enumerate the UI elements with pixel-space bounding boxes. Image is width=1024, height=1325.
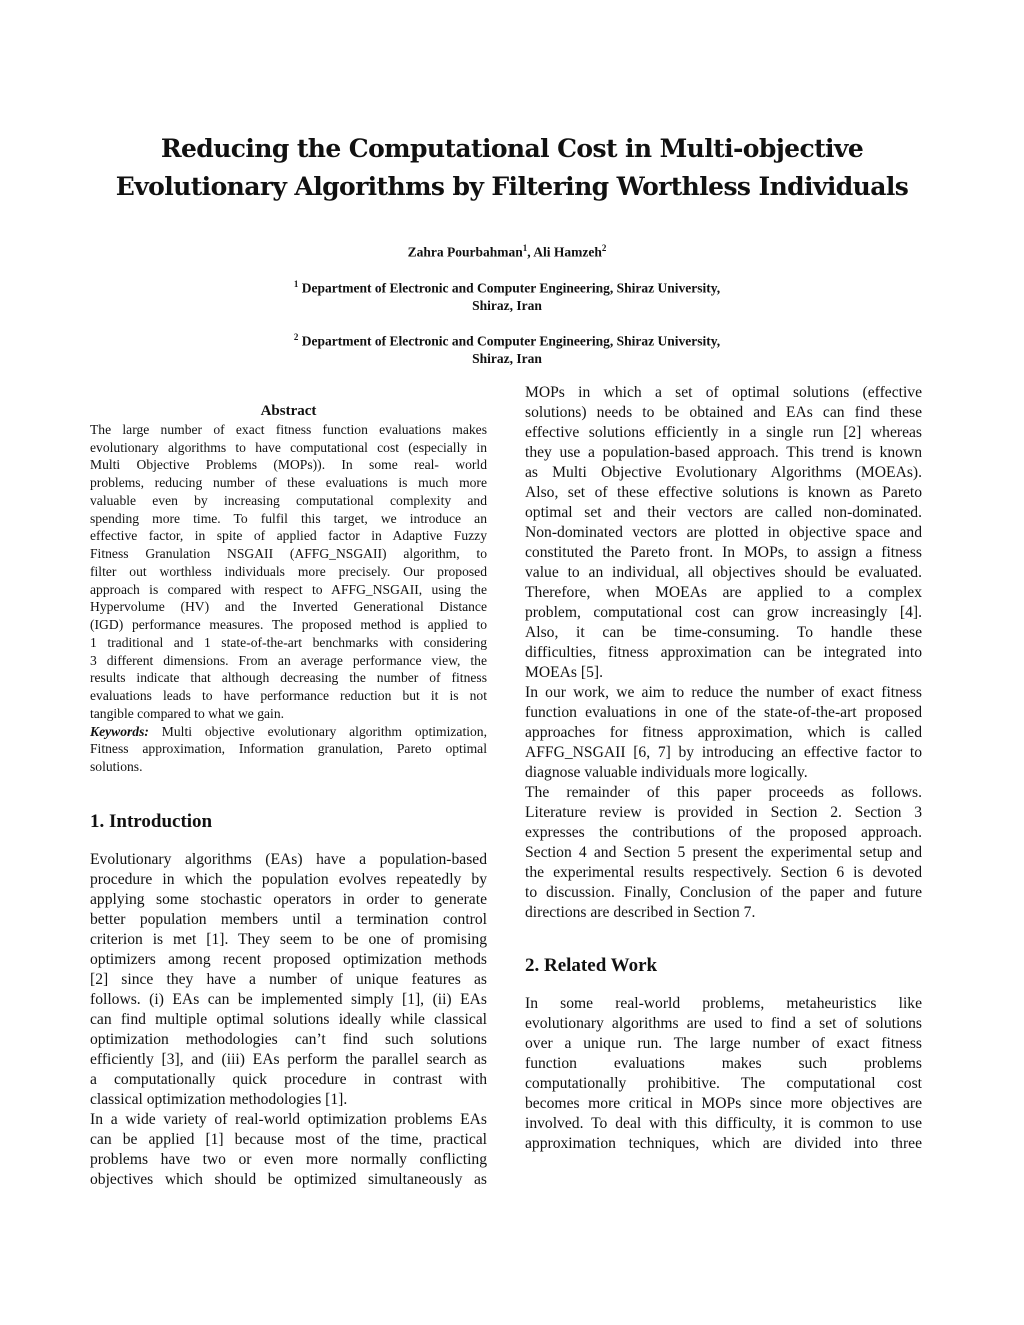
text-line: approximation techniques, which are divided into three bbox=[525, 1135, 922, 1152]
text-line: applying some stochastic operators in order to generate bbox=[90, 891, 487, 908]
text-line: AFFG_NSGAII [6, 7] by introducing an effective factor to bbox=[525, 744, 922, 761]
text-line: MOEAs [5]. bbox=[525, 664, 603, 681]
text-line: can be applied [1] because most of the time, practical bbox=[90, 1131, 487, 1148]
text-line: Therefore, when MOEAs are applied to a complex bbox=[525, 584, 922, 601]
text-line: valuable even by increasing computational complexity and bbox=[90, 492, 487, 508]
text-line: Non-dominated vectors are plotted in objective space and bbox=[525, 524, 922, 541]
affiliation-2 bbox=[0, 329, 1014, 367]
text-line: value to an individual, all objectives should be evaluated. bbox=[525, 564, 922, 581]
text-line: tangible compared to what we gain. bbox=[90, 705, 285, 721]
section-heading-introduction: 1. Introduction bbox=[90, 811, 213, 832]
authors bbox=[0, 240, 1014, 261]
text-line: effective factor, in spite of applied factor in Adaptive Fuzzy bbox=[90, 528, 487, 544]
text-line: [2] since they have a number of unique features as bbox=[90, 971, 487, 988]
text-line: MOPs in which a set of optimal solutions (effective bbox=[525, 384, 922, 401]
text-line: to discussion. Finally, Conclusion of the paper and future bbox=[525, 884, 922, 901]
author-1-affil: 1 bbox=[522, 243, 528, 253]
author-separator: , bbox=[527, 244, 534, 260]
author-2: Ali Hamzeh bbox=[533, 244, 602, 260]
text-line: as Multi Objective Evolutionary Algorithms (MOEAs). bbox=[525, 464, 922, 481]
text-line: a computationally quick procedure in contrast with bbox=[90, 1071, 487, 1088]
text-line: difficulties, fitness approximation can be integrated into bbox=[525, 644, 922, 661]
text-line: function evaluations makes such problems bbox=[525, 1055, 922, 1072]
text-line: effective solutions efficiently in a single run [2] whereas bbox=[525, 424, 922, 441]
paper-title-line-1: Reducing the Computational Cost in Multi-objective bbox=[160, 134, 864, 163]
right-column-body bbox=[525, 383, 922, 923]
text-line: results indicate that although decreasing the number of fitness bbox=[90, 670, 487, 686]
text-line: constituted the Pareto front. In MOPs, to assign a fitness bbox=[525, 544, 922, 561]
text-line: can find multiple optimal solutions ideally while classical bbox=[90, 1011, 487, 1028]
text-line: expresses the contributions of the proposed approach. bbox=[525, 824, 922, 841]
text-line: efficiently [3], and (iii) EAs perform the parallel search as bbox=[90, 1051, 487, 1068]
keywords-label: Keywords: bbox=[90, 723, 149, 739]
text-line: The large number of exact fitness function evaluations makes bbox=[90, 421, 487, 437]
affiliation-line: Shiraz, Iran bbox=[472, 297, 542, 313]
affiliation-number: 1 bbox=[293, 279, 299, 289]
introduction-body bbox=[90, 850, 487, 1190]
text-line: involved. To deal with this difficulty, it is common to use bbox=[525, 1115, 922, 1132]
text-line: becomes more critical in MOPs since more objectives are bbox=[525, 1095, 922, 1112]
section-heading-related-work: 2. Related Work bbox=[525, 955, 658, 976]
abstract-section bbox=[90, 403, 487, 776]
text-line: follows. (i) EAs can be implemented simply [1], (ii) EAs bbox=[90, 991, 487, 1008]
text-line: Also, set of these effective solutions is known as Pareto bbox=[525, 484, 922, 501]
text-line: evolutionary algorithms to have computational cost (especially in bbox=[90, 439, 487, 455]
text-line: diagnose valuable individuals more logically. bbox=[525, 764, 808, 781]
keywords-text: Multi objective evolutionary algorithm optimization, bbox=[148, 723, 487, 739]
text-line: computationally prohibitive. The computational cost bbox=[525, 1075, 922, 1092]
text-line: Section 4 and Section 5 present the experimental setup and bbox=[525, 844, 922, 861]
affiliation-number: 2 bbox=[293, 332, 299, 342]
text-line: objectives which should be optimized simultaneously as bbox=[90, 1171, 487, 1188]
text-line: 1 traditional and 1 state-of-the-art benchmarks with considering bbox=[90, 634, 487, 650]
text-line: 3 different dimensions. From an average performance view, the bbox=[90, 652, 487, 668]
text-line: better population members until a termination control bbox=[90, 911, 487, 928]
text-line: the experimental results respectively. Section 6 is devoted bbox=[525, 864, 922, 881]
affiliation-line: Department of Electronic and Computer Engineering, Shiraz University, bbox=[298, 280, 721, 296]
text-line: problems have two or even more normally conflicting bbox=[90, 1151, 487, 1168]
author-1: Zahra Pourbahman bbox=[407, 244, 523, 260]
text-line: optimization methodologies can’t find such solutions bbox=[90, 1031, 487, 1048]
text-line: criterion is met [1]. They seem to be one of promising bbox=[90, 931, 487, 948]
text-line: In a wide variety of real-world optimization problems EAs bbox=[90, 1111, 487, 1128]
text-line: Also, it can be time-consuming. To handle these bbox=[525, 624, 922, 641]
text-line: (IGD) performance measures. The proposed method is applied to bbox=[90, 617, 487, 632]
text-line: Hypervolume (HV) and the Inverted Generational Distance bbox=[90, 599, 487, 615]
text-line: function evaluations in one of the state-of-the-art proposed bbox=[525, 704, 922, 721]
keywords-line: solutions. bbox=[90, 759, 143, 774]
text-line: The remainder of this paper proceeds as follows. bbox=[525, 784, 922, 801]
text-line: optimal set and their vectors are called non-dominated. bbox=[525, 504, 922, 521]
text-line: In our work, we aim to reduce the number of exact fitness bbox=[525, 684, 922, 701]
keywords-line bbox=[90, 723, 487, 741]
text-line: problems, reducing number of these evaluations is much more bbox=[90, 475, 487, 490]
text-line: Evolutionary algorithms (EAs) have a population-based bbox=[90, 851, 487, 868]
text-line: over a unique run. The large number of exact fitness bbox=[525, 1035, 922, 1052]
text-line: Literature review is provided in Section 2. Section 3 bbox=[525, 804, 922, 821]
text-line: procedure in which the population evolves repeatedly by bbox=[90, 871, 487, 888]
keywords bbox=[90, 723, 487, 776]
text-line: In some real-world problems, metaheuristics like bbox=[525, 995, 922, 1012]
text-line: problem, computational cost can grow increasingly [4]. bbox=[525, 604, 922, 621]
text-line: solutions) needs to be obtained and EAs can find these bbox=[525, 404, 922, 421]
text-line: evolutionary algorithms are used to find a set of solutions bbox=[525, 1015, 922, 1032]
keywords-line: Fitness approximation, Information granulation, Pareto optimal bbox=[90, 741, 487, 757]
affiliation-line: Shiraz, Iran bbox=[472, 350, 542, 366]
abstract-heading: Abstract bbox=[260, 403, 317, 419]
text-line: filter out worthless individuals more precisely. Our proposed bbox=[90, 563, 487, 579]
author-2-affil: 2 bbox=[601, 243, 607, 253]
text-line: Multi Objective Problems (MOPs)). In some real- world bbox=[90, 457, 487, 473]
text-line: Fitness Granulation NSGAII (AFFG_NSGAII) algorithm, to bbox=[90, 546, 487, 561]
text-line: evaluations leads to have performance reduction but it is not bbox=[90, 688, 487, 703]
paper-title-line-2: Evolutionary Algorithms by Filtering Worthless Individuals bbox=[115, 172, 909, 201]
affiliation-line: Department of Electronic and Computer Engineering, Shiraz University, bbox=[298, 333, 721, 349]
affiliation-1 bbox=[0, 276, 1014, 314]
text-line: approaches for fitness approximation, which is called bbox=[525, 724, 922, 741]
related-work-body bbox=[525, 994, 922, 1154]
text-line: optimizers among recent proposed optimization methods bbox=[90, 951, 487, 968]
text-line: classical optimization methodologies [1]. bbox=[90, 1091, 348, 1108]
text-line: spending more time. To fulfil this target, we introduce an bbox=[90, 510, 487, 526]
text-line: directions are described in Section 7. bbox=[525, 904, 756, 921]
text-line: approach is compared with respect to AFFG_NSGAII, using the bbox=[90, 581, 487, 597]
text-line: they use a population-based approach. This trend is known bbox=[525, 444, 922, 461]
abstract-body bbox=[90, 421, 487, 723]
